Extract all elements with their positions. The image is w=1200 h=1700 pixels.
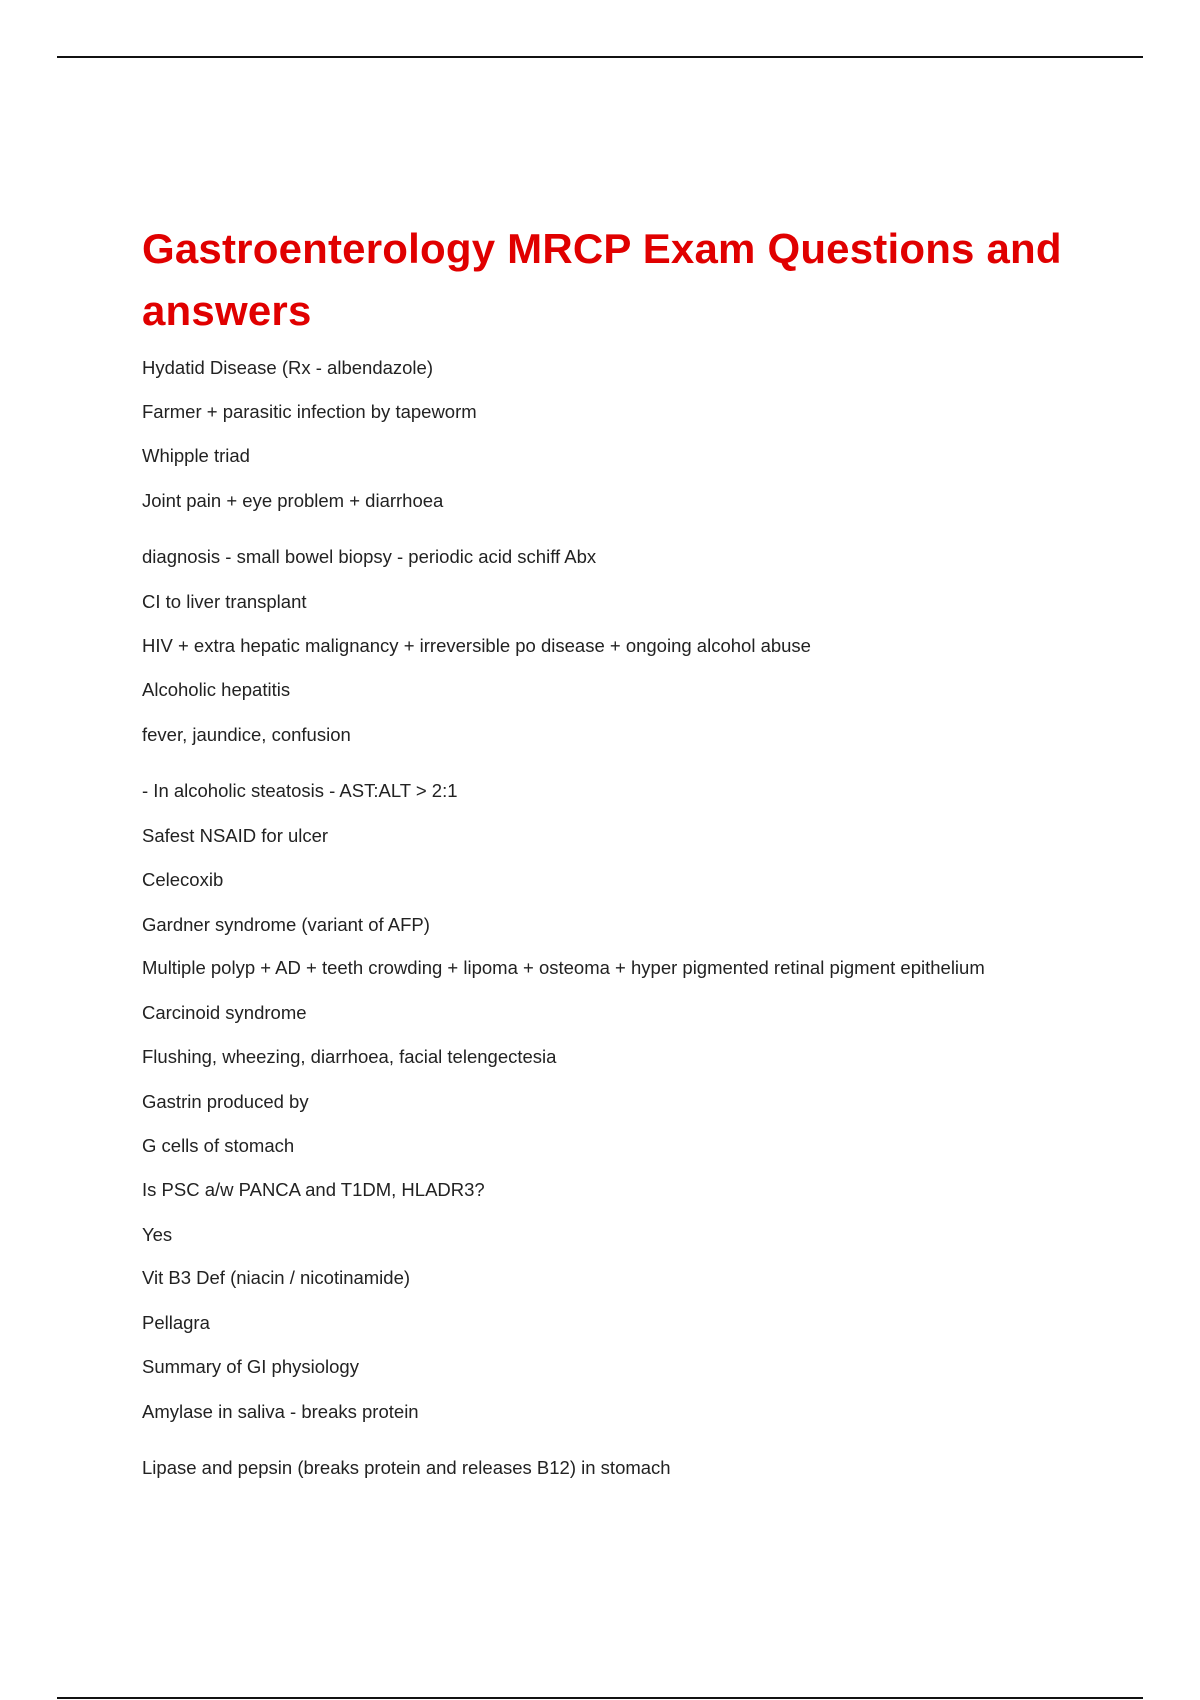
bottom-divider [57, 1697, 1143, 1699]
text-line: fever, jaundice, confusion [142, 724, 351, 745]
text-line: Hydatid Disease (Rx - albendazole) [142, 357, 433, 378]
text-line: Amylase in saliva - breaks protein [142, 1401, 419, 1422]
text-line: Farmer + parasitic infection by tapeworm [142, 401, 477, 422]
text-line: Joint pain + eye problem + diarrhoea [142, 490, 444, 511]
text-line: Multiple polyp + AD + teeth crowding + lipoma + osteoma + hyper pigmented retinal pigment epithelium [142, 957, 985, 978]
text-line: Vit B3 Def (niacin / nicotinamide) [142, 1267, 411, 1288]
top-divider [57, 56, 1143, 58]
text-line: CI to liver transplant [142, 591, 307, 612]
text-line: Alcoholic hepatitis [142, 679, 291, 700]
text-line: Gardner syndrome (variant of AFP) [142, 914, 430, 935]
text-line: G cells of stomach [142, 1135, 295, 1156]
document-title: Gastroenterology MRCP Exam Questions and answers [142, 225, 1062, 334]
text-line: Summary of GI physiology [142, 1356, 359, 1377]
text-line: diagnosis - small bowel biopsy - periodic acid schiff Abx [142, 546, 597, 567]
text-line: Yes [142, 1224, 173, 1245]
text-line: - In alcoholic steatosis - AST:ALT > 2:1 [142, 780, 458, 801]
text-line: Is PSC a/w PANCA and T1DM, HLADR3? [142, 1179, 485, 1200]
text-line: Pellagra [142, 1312, 210, 1333]
text-line: Lipase and pepsin (breaks protein and releases B12) in stomach [142, 1457, 671, 1478]
text-line: Gastrin produced by [142, 1091, 309, 1112]
text-line: Safest NSAID for ulcer [142, 825, 329, 846]
text-line: Whipple triad [142, 445, 250, 466]
text-line: Celecoxib [142, 869, 224, 890]
text-line: HIV + extra hepatic malignancy + irreversible po disease + ongoing alcohol abuse [142, 635, 811, 656]
text-line: Flushing, wheezing, diarrhoea, facial telengectesia [142, 1046, 557, 1067]
text-line: Carcinoid syndrome [142, 1002, 307, 1023]
